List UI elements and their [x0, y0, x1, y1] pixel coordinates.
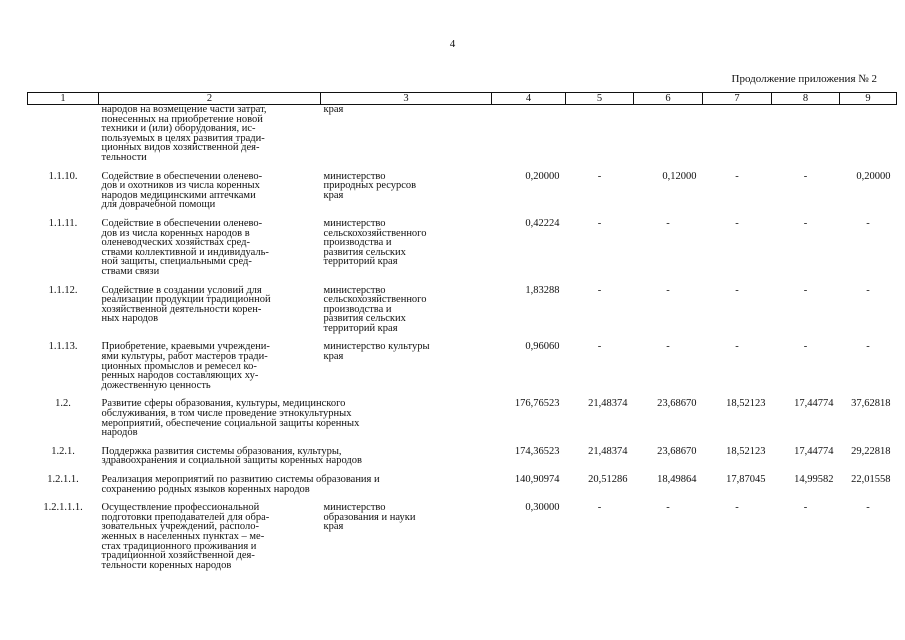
value-col4: 0,96060 [525, 341, 560, 353]
value-col9: - [866, 217, 870, 229]
value-col4: 0,20000 [525, 170, 560, 182]
responsible-body: министерство сельскохозяйственного производства и развития сельских территорий края [323, 284, 427, 334]
table-row [28, 466, 897, 494]
column-header: 6 [634, 93, 703, 105]
value-col8: - [803, 341, 808, 353]
table-row [28, 163, 897, 210]
column-header: 4 [492, 93, 566, 105]
row-number: 1.2. [55, 398, 71, 410]
value-col6: - [666, 284, 670, 296]
value-col6 [634, 105, 703, 163]
value-col4: 174,36523 [514, 445, 560, 457]
value-col4: 140,90974 [514, 474, 560, 485]
responsible-body: края [323, 104, 344, 115]
column-header: 3 [321, 93, 492, 105]
value-col7: - [735, 284, 739, 296]
responsible-body: министерство сельскохозяйственного производства и развития сельских территорий края [323, 217, 427, 268]
value-col4: 0,42224 [525, 217, 560, 229]
value-col5: 21,48374 [588, 398, 628, 410]
row-number: 1.2.1.1.1. [43, 502, 83, 514]
row-number: 1.1.12. [48, 284, 78, 296]
activity-description: Реализация мероприятий по развитию системы образования и сохранению родных языков коренных народов [101, 474, 380, 495]
value-col6: 18,49864 [657, 474, 697, 485]
continuation-caption: Продолжение приложения № 2 [731, 73, 877, 85]
value-col8: 17,44774 [794, 398, 834, 410]
table-row [28, 333, 897, 390]
table-row [28, 438, 897, 466]
activity-description: Приобретение, краевыми учреждени- ями культуры, работ мастеров тради- ционных промыслов и ремесел ко- ренных народов составляющих ху- дожественную ценность [101, 341, 270, 391]
value-col5: - [597, 217, 602, 229]
page-number: 4 [449, 38, 456, 50]
value-col5: - [597, 502, 602, 514]
column-header: 2 [99, 93, 321, 105]
value-col4: 0,30000 [525, 502, 560, 514]
value-col5: 20,51286 [588, 474, 628, 485]
value-col8: - [803, 170, 808, 182]
appendix-table [27, 92, 897, 570]
value-col7: 18,52123 [726, 445, 766, 457]
table-row [28, 494, 897, 570]
value-col4 [492, 105, 566, 163]
value-col9: - [866, 341, 870, 353]
value-col9: 29,22818 [851, 445, 891, 457]
value-col5: 21,48374 [588, 445, 628, 457]
value-col6: - [666, 217, 670, 229]
value-col9: 22,01558 [851, 474, 891, 485]
table-row [28, 277, 897, 334]
value-col7: 17,87045 [726, 474, 766, 485]
value-col4: 176,76523 [514, 398, 560, 410]
value-col8: - [803, 502, 808, 514]
column-header: 5 [566, 93, 634, 105]
value-col7: - [735, 341, 739, 353]
column-header: 1 [28, 93, 99, 105]
value-col8: 14,99582 [794, 474, 834, 485]
value-col7: - [735, 502, 739, 514]
column-header: 8 [772, 93, 840, 105]
activity-description: Содействие в обеспечении оленево- дов из числа коренных народов в оленеводческих хозяйствах сред- ствами коллективной и индивидуаль- ной защиты, специальными сред- ствами связи [101, 217, 269, 277]
table-row [28, 105, 897, 163]
responsible-body: министерство природных ресурсов края [323, 170, 417, 201]
value-col4: 1,83288 [525, 284, 560, 296]
value-col9: - [866, 502, 870, 514]
responsible-body: министерство образования и науки края [323, 502, 416, 533]
row-number: 1.1.11. [48, 217, 78, 229]
column-header: 7 [703, 93, 772, 105]
value-col9: 37,62818 [851, 398, 891, 410]
value-col5: - [597, 341, 602, 353]
value-col9: 0,20000 [856, 170, 891, 182]
value-col5: - [597, 284, 602, 296]
activity-description: народов на возмещение части затрат, понесенных на приобретение новой техники и (или) оборудования, ис- пользуемых в целях развития тради- ционных видов хозяйственной дея- тельности [101, 104, 267, 163]
value-col9 [840, 105, 897, 163]
table-row [28, 210, 897, 277]
value-col8: - [803, 217, 808, 229]
row-number: 1.2.1. [51, 445, 75, 457]
activity-description: Развитие сферы образования, культуры, медицинского обслуживания, в том числе проведение этнокультурных мероприятий, обеспечение социальной защиты коренных народов [101, 398, 360, 439]
value-col6: 23,68670 [657, 398, 697, 410]
value-col6: - [666, 341, 670, 353]
value-col6: 0,12000 [662, 170, 697, 182]
value-col8: - [803, 284, 808, 296]
activity-description: Содействие в обеспечении оленево- дов и охотников из числа коренных народов медицинскими аптечками для доврачебной помощи [101, 170, 263, 211]
value-col5: - [597, 170, 602, 182]
value-col8 [772, 105, 840, 163]
value-col7: - [735, 170, 739, 182]
value-col9: - [866, 284, 870, 296]
activity-description: Содействие в создании условий для реализации продукции традиционной хозяйственной деятельности корен- ных народов [101, 284, 271, 325]
value-col6: - [666, 502, 670, 514]
value-col7 [703, 105, 772, 163]
value-col6: 23,68670 [657, 445, 697, 457]
activity-description: Поддержка развития системы образования, культуры, здравоохранения и социальной защиты коренных народов [101, 445, 362, 467]
value-col8: 17,44774 [794, 445, 834, 457]
row-number: 1.1.10. [48, 170, 78, 182]
responsible-body: министерство культуры края [323, 341, 430, 363]
value-col7: 18,52123 [726, 398, 766, 410]
row-number: 1.1.13. [48, 341, 78, 353]
table-header-row [28, 93, 897, 105]
activity-description: Осуществление профессиональной подготовки преподавателей для обра- зовательных учреждений, располо- женных в населенных пунктах – ме- стах традиционного проживания и традиционной хозяйственной дея- тельности коренных народов [101, 502, 270, 571]
column-header: 9 [840, 93, 897, 105]
table-row [28, 390, 897, 437]
value-col7: - [735, 217, 739, 229]
row-number: 1.2.1.1. [47, 474, 79, 485]
value-col5 [566, 105, 634, 163]
row-number [28, 105, 99, 163]
